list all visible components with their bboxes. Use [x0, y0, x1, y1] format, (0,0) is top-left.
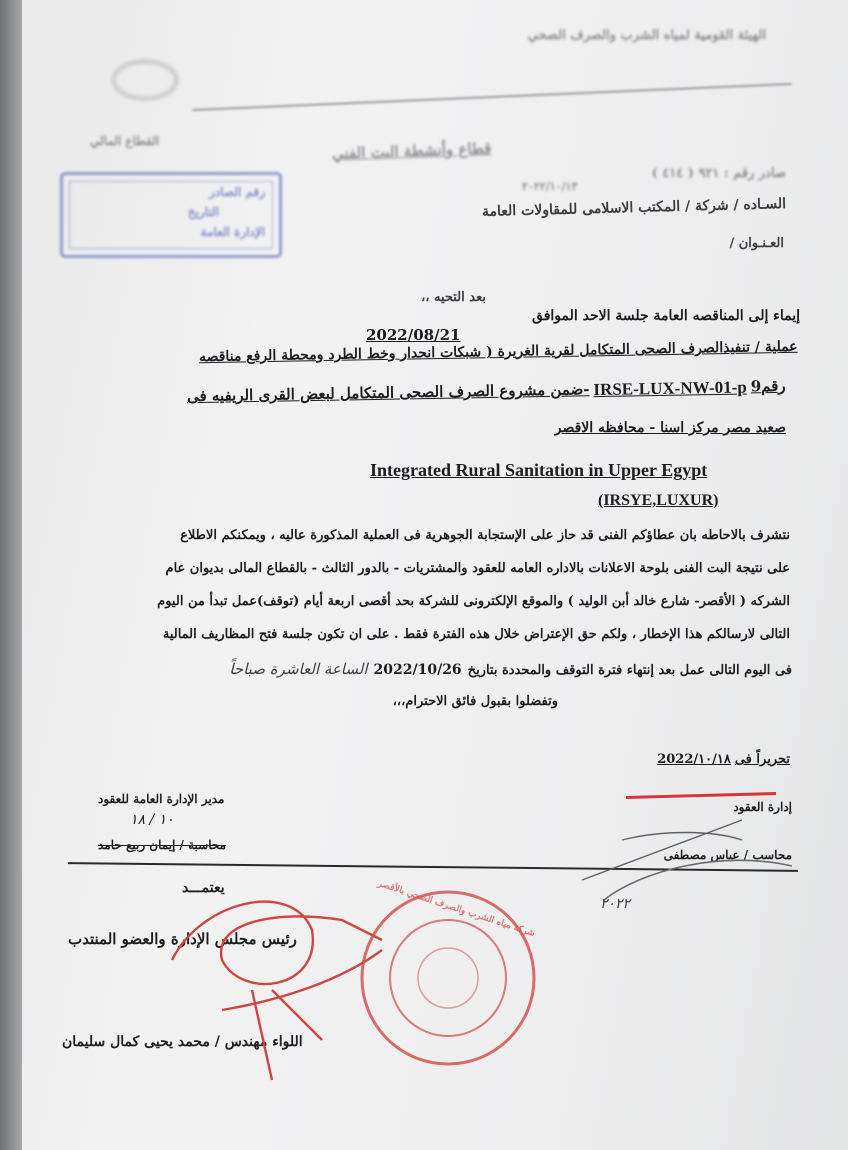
header-left-faded: القطاع المالي: [90, 134, 160, 148]
seal-text: شركة مياه الشرب والصرف الصحي بالأقصر: [376, 878, 537, 940]
incoming-stamp: [60, 172, 282, 258]
paragraph-line-5: [229, 660, 792, 678]
body-line-1-text: إيماء إلى المناقصه العامة جلسة الاحد الموافق: [532, 308, 800, 324]
addressee-line: السـاده / شركة / المكتب الاسلامى للمقاولات العامة: [481, 196, 787, 220]
address-line: العـنـوان /: [729, 236, 784, 251]
paragraph-line-5-text: فى اليوم التالى عمل بعد إنتهاء فترة التوقف والمحددة بتاريخ: [467, 663, 792, 678]
paragraph-line-1: نتشرف بالاحاطه بان عطاؤكم الفنى قد حاز على الإستجابة الجوهرية فى العملية المذكورة عاليه ، ويمكنكم الاطلاع: [180, 528, 790, 543]
project-description: -ضمن مشروع الصرف الصحى المتكامل لبعض القرى الريفيه فى: [187, 380, 590, 406]
signature-divider: [68, 862, 798, 872]
stamp-line-1: رقم الصادر: [209, 185, 265, 199]
handwritten-time: الساعة العاشرة صباحاً: [229, 660, 368, 678]
approver-title: رئيس مجلس الإدارة والعضو المنتدب: [68, 930, 297, 948]
document-page: [22, 0, 848, 1150]
session-date: 2022/08/21: [366, 326, 461, 344]
english-subtitle: (IRSYE,LUXUR): [598, 492, 719, 509]
body-line-2: عملية / تنفيذالصرف الصحى المتكامل لقرية الغريرة ( شبكات انحدار وخط الطرد ومحطة الرفع مناقصه: [199, 338, 799, 366]
approval-label: يعتمـــد: [182, 880, 225, 896]
company-logo-icon: [112, 60, 178, 100]
reference-date: ٢٠٢٢/١٠/١٣: [522, 180, 578, 193]
english-title: Integrated Rural Sanitation in Upper Egypt: [370, 460, 708, 480]
body-line-1: [532, 308, 800, 324]
approver-name: اللواء مهندس / محمد يحيى كمال سليمان: [62, 1034, 303, 1050]
stamp-line-3: الإدارة العامة: [200, 225, 265, 239]
header-subtitle: قطاع وأنشطة البت الفني: [331, 139, 492, 163]
reference-label-text: صادر رقم :: [723, 166, 786, 181]
reference-label: [652, 166, 786, 181]
header-org-line: الهيئة القومية لمياه الشرب والصرف الصحي: [527, 28, 766, 43]
paragraph-line-2: على نتيجة البت الفنى بلوحة الاعلانات بالاداره العامه للعقود والمشتريات - بالدور الثالث - بالقطاع المالى بديوان عام: [165, 561, 790, 576]
written-date-value: 2022/١٠/١٨: [657, 752, 731, 767]
red-marker-line: [626, 792, 776, 799]
body-line-4: صعيد مصر مركز اسنا - محافظه الاقصر: [554, 420, 786, 436]
financial-session-date: 2022/10/26: [373, 662, 462, 678]
written-date: [657, 752, 790, 767]
accountant-name: محاسبة / إيمان ربيع حامد: [98, 838, 227, 852]
contracts-manager-handwriting: ١٠ / ١٨: [130, 812, 174, 828]
paragraph-line-3: الشركه ( الأقصر- شارع خالد أبن الوليد ) والموقع الإلكترونى للشركة بحد أقصى اربعة أيام (توقف)عمل تبدأ من اليوم: [157, 594, 790, 609]
tender-code: IRSE-LUX-NW-01-p: [593, 377, 748, 400]
page-edge-shadow: [0, 0, 22, 1150]
paragraph-line-4: التالى لارسالكم هذا الإخطار ، ولكم حق الإعتراض خلال هذه الفترة فقط . على ان تكون جلسة فتح المظاريف المالية: [162, 627, 790, 642]
reference-number: ٩٢١ ( ٤١٤ ): [651, 166, 720, 181]
written-date-label: تحريراً فى: [734, 752, 790, 767]
left-signature-year: ٢٠٢٢: [600, 896, 631, 912]
red-company-seal: [362, 892, 534, 1064]
contracts-dept-title: إدارة العقود: [733, 800, 792, 814]
header-rule: [192, 83, 792, 111]
greeting: بعد التحيه ،،: [421, 290, 486, 305]
tender-number-label: رقم9: [750, 376, 787, 396]
body-line-3: [187, 377, 786, 407]
stamp-line-2: التاريخ: [187, 205, 219, 219]
contracts-manager-title: مدير الإدارة العامة للعقود: [98, 792, 225, 806]
accountant-abbas: محاسب / عباس مصطفى: [663, 848, 792, 862]
closing-line: وتفضلوا بقبول فائق الاحترام،،،: [392, 694, 558, 709]
